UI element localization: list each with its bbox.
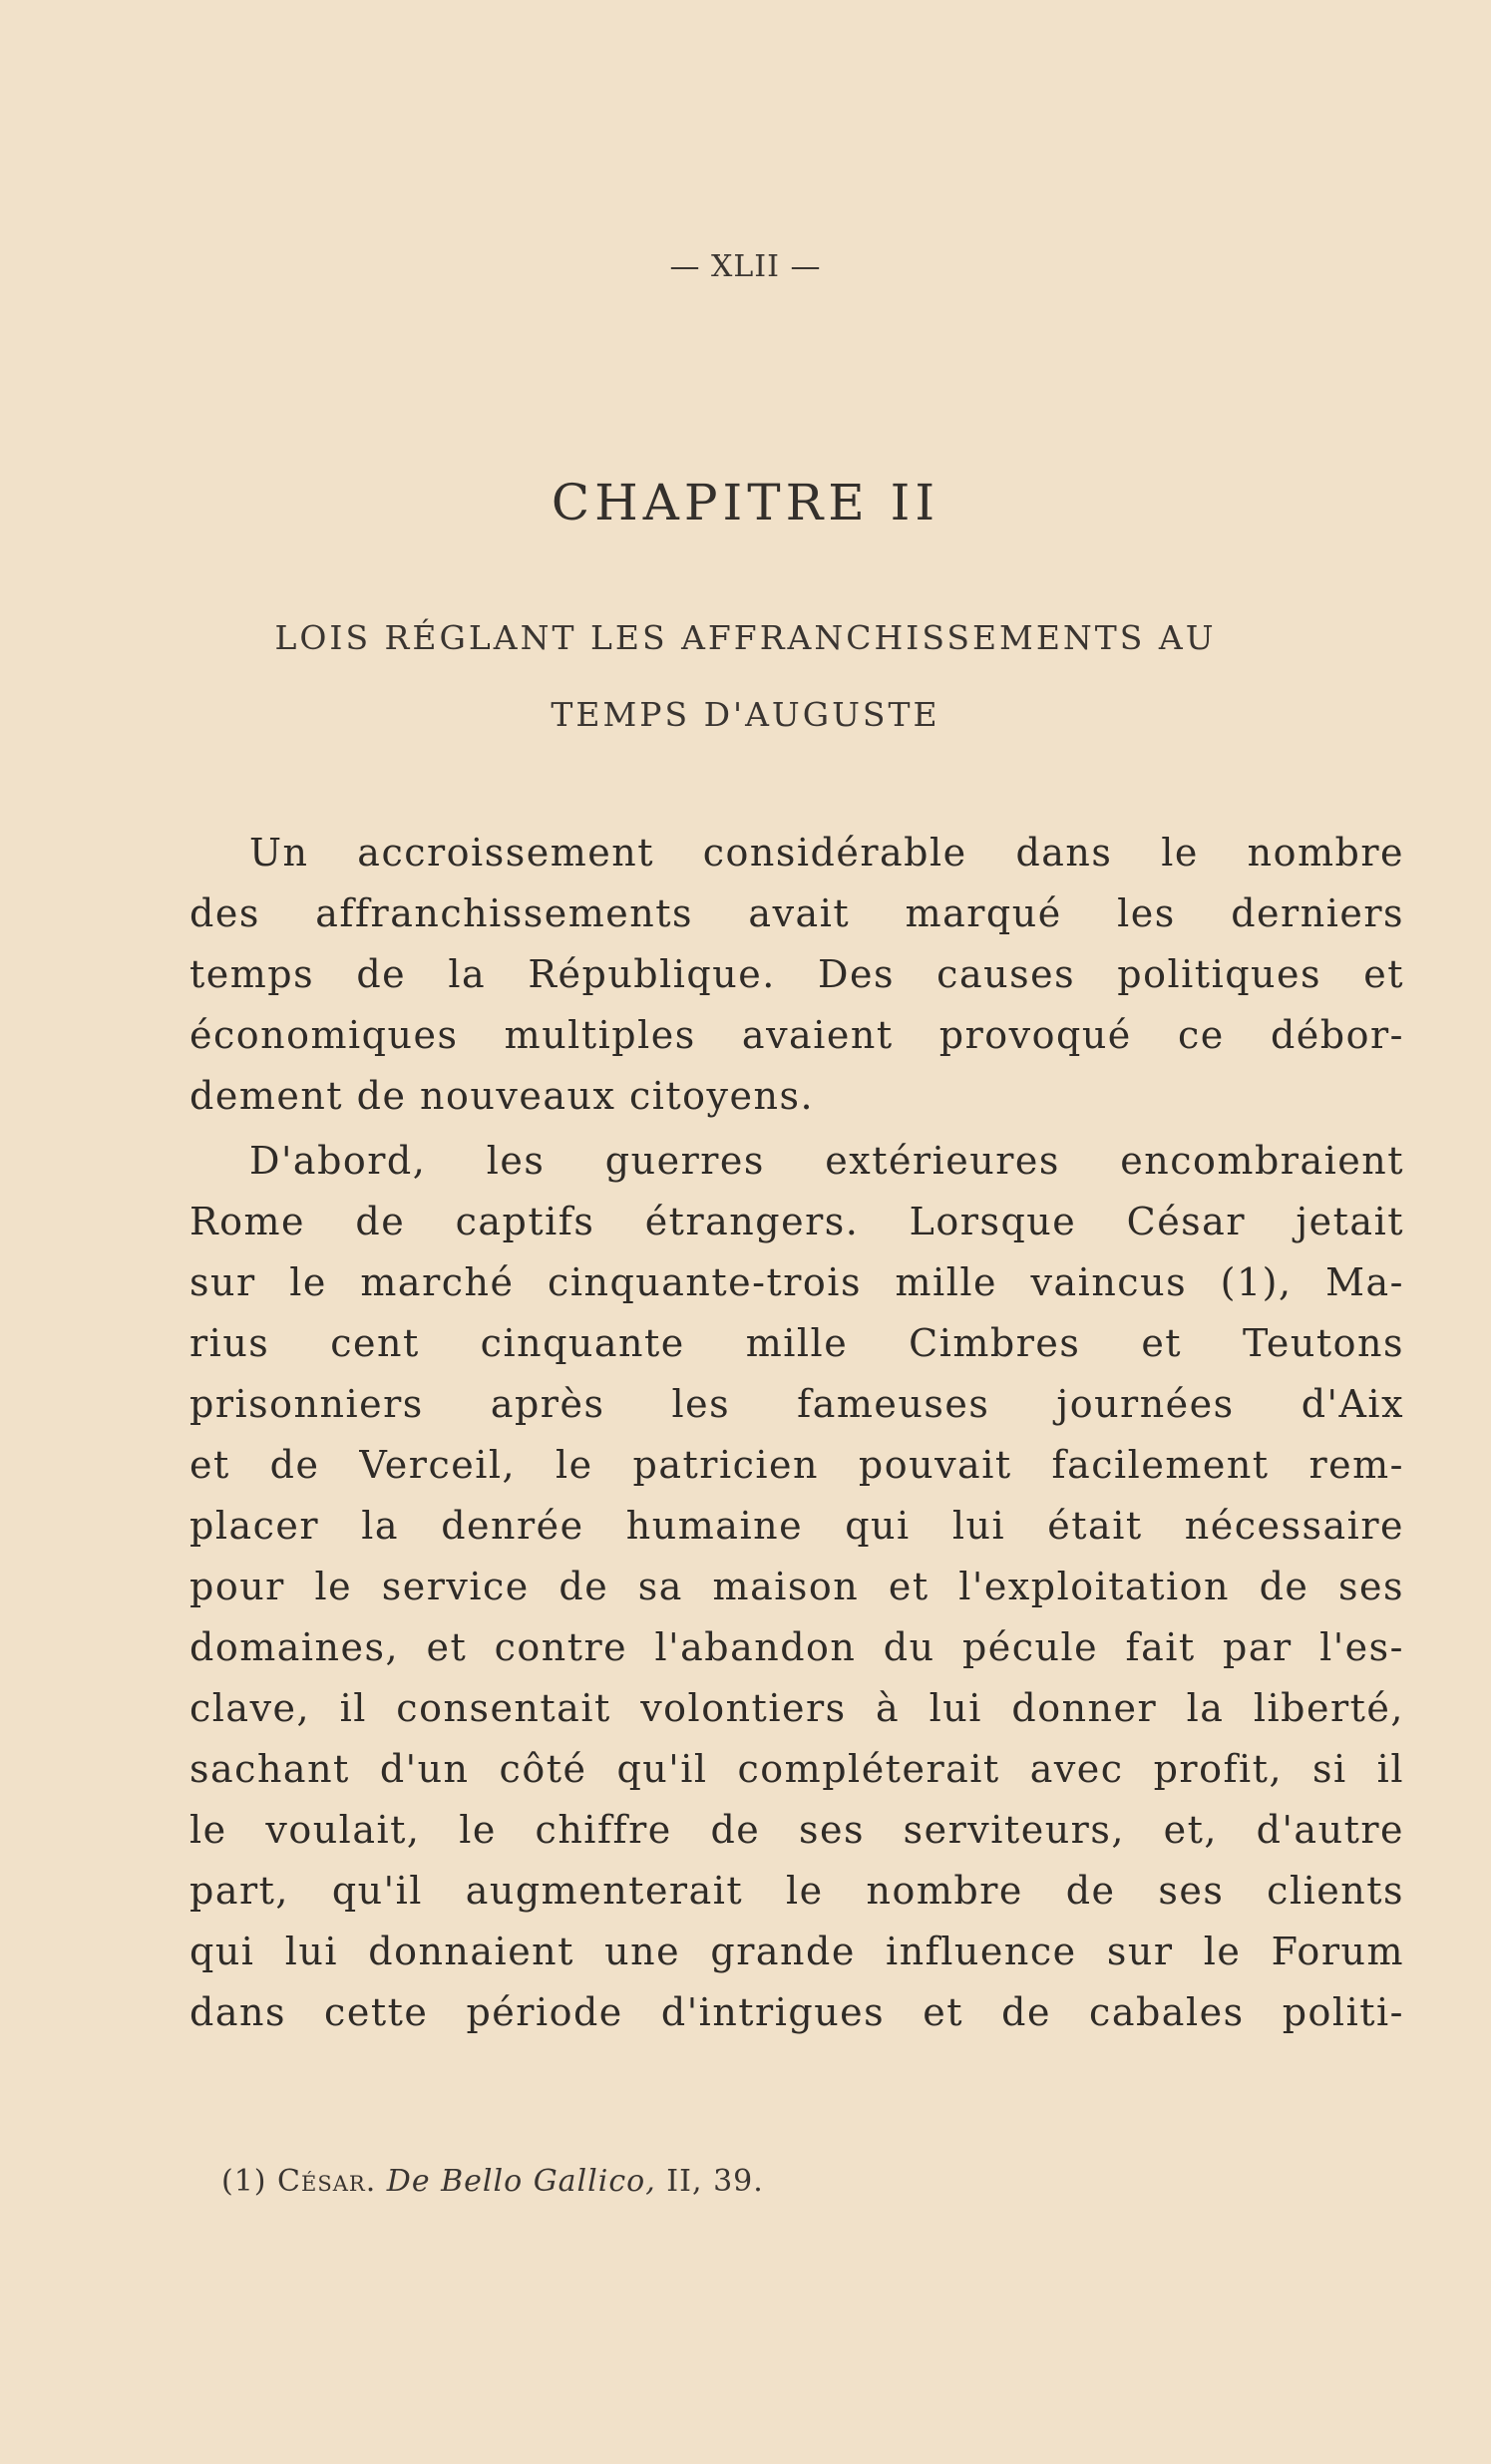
footnote-reference: II, 39.: [666, 2164, 764, 2199]
chapter-title: CHAPITRE II: [551, 474, 940, 531]
body-line: sur le marché cinquante-trois mille vaincus (1), Ma-: [189, 1260, 1404, 1304]
footnote-work-title: De Bello Gallico,: [386, 2164, 656, 2199]
body-line: dans cette période d'intrigues et de cabales politi-: [189, 1990, 1404, 2034]
body-line: clave, il consentait volontiers à lui donner la liberté,: [189, 1686, 1404, 1730]
body-line: dement de nouveaux citoyens.: [189, 1074, 815, 1118]
body-line: économiques multiples avaient provoqué ce débor-: [189, 1013, 1404, 1057]
body-line: sachant d'un côté qu'il compléterait avec profit, si il: [189, 1747, 1404, 1791]
body-line: domaines, et contre l'abandon du pécule fait par l'es-: [189, 1625, 1404, 1669]
body-line: rius cent cinquante mille Cimbres et Teutons: [189, 1321, 1404, 1365]
body-line: pour le service de sa maison et l'exploitation de ses: [189, 1565, 1404, 1608]
footnote-author: César.: [277, 2164, 377, 2199]
footnote: [221, 2164, 764, 2199]
body-line: prisonniers après les fameuses journées d'Aix: [189, 1382, 1404, 1426]
page-number-header: — XLII —: [669, 249, 822, 284]
body-line: temps de la République. Des causes politiques et: [189, 952, 1404, 996]
body-line: placer la denrée humaine qui lui était nécessaire: [189, 1504, 1404, 1548]
body-line: Rome de captifs étrangers. Lorsque César jetait: [189, 1200, 1404, 1243]
body-line: part, qu'il augmenterait le nombre de ses clients: [189, 1869, 1404, 1913]
body-line: le voulait, le chiffre de ses serviteurs, et, d'autre: [189, 1808, 1404, 1852]
chapter-subtitle-line-2: TEMPS D'AUGUSTE: [551, 695, 940, 734]
body-line: et de Verceil, le patricien pouvait facilement rem-: [189, 1443, 1404, 1487]
chapter-subtitle-line-1: LOIS RÉGLANT LES AFFRANCHISSEMENTS AU: [274, 618, 1217, 657]
body-line: qui lui donnaient une grande influence sur le Forum: [189, 1930, 1404, 1973]
body-line: Un accroissement considérable dans le nombre: [249, 831, 1404, 875]
body-line: des affranchissements avait marqué les derniers: [189, 891, 1404, 935]
footnote-marker: (1): [221, 2164, 267, 2199]
body-line: D'abord, les guerres extérieures encombraient: [249, 1139, 1404, 1183]
